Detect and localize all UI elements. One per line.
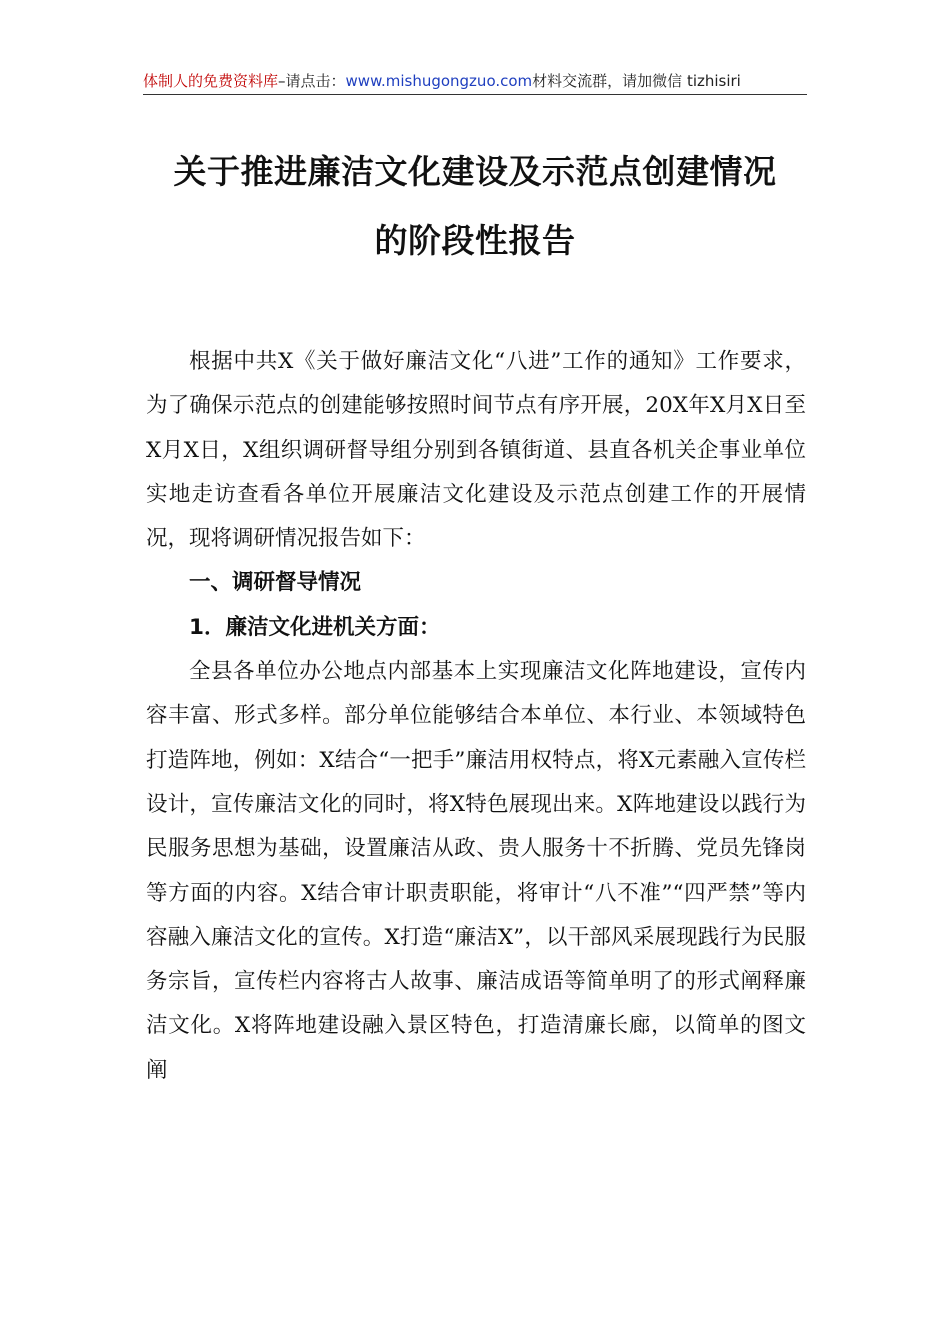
header-contact: 材料交流群，请加微信 tizhisiri bbox=[532, 72, 741, 90]
doc-body bbox=[146, 340, 806, 1093]
doc-title-line1: 关于推进廉洁文化建设及示范点创建情况 bbox=[173, 152, 777, 191]
section-heading: 一、调研督导情况 bbox=[189, 570, 362, 596]
subsection-heading: 1．廉洁文化进机关方面： bbox=[189, 614, 441, 640]
intro-paragraph: 根据中共X《关于做好廉洁文化“八进”工作的通知》工作要求，为了确保示范点的创建能够按照时间节点有序开展，20X年X月X日至X月X日，X组织调研督导组分别到各镇街道、县直各机关企事业单位实地走访查看各单位开展廉洁文化建设及示范点创建工作的开展情况，现将调研情况报告如下： bbox=[146, 349, 806, 552]
doc-title-line2: 的阶段性报告 bbox=[374, 221, 576, 260]
header-site-name: 体制人的免费资料库 bbox=[143, 72, 279, 90]
header-click-label: –请点击： bbox=[278, 72, 346, 90]
body-paragraph: 全县各单位办公地点内部基本上实现廉洁文化阵地建设，宣传内容丰富、形式多样。部分单位能够结合本单位、本行业、本领域特色打造阵地，例如：X结合“一把手”廉洁用权特点，将X元素融入宣传栏设计，宣传廉洁文化的同时，将X特色展现出来。X阵地建设以践行为民服务思想为基础，设置廉洁从政、贵人服务十不折腾、党员先锋岗等方面的内容。X结合审计职责职能，将审计“八不准”“四严禁”等内容融入廉洁文化的宣传。X打造“廉洁X”，以干部风采展现践行为民服务宗旨，宣传栏内容将古人故事、廉洁成语等简单明了的形式阐释廉洁文化。X将阵地建设融入景区特色，打造清廉长廊，以简单的图文阐 bbox=[146, 659, 806, 1083]
page-header bbox=[143, 68, 807, 95]
header-url-link[interactable]: www.mishugongzuo.com bbox=[345, 72, 533, 90]
